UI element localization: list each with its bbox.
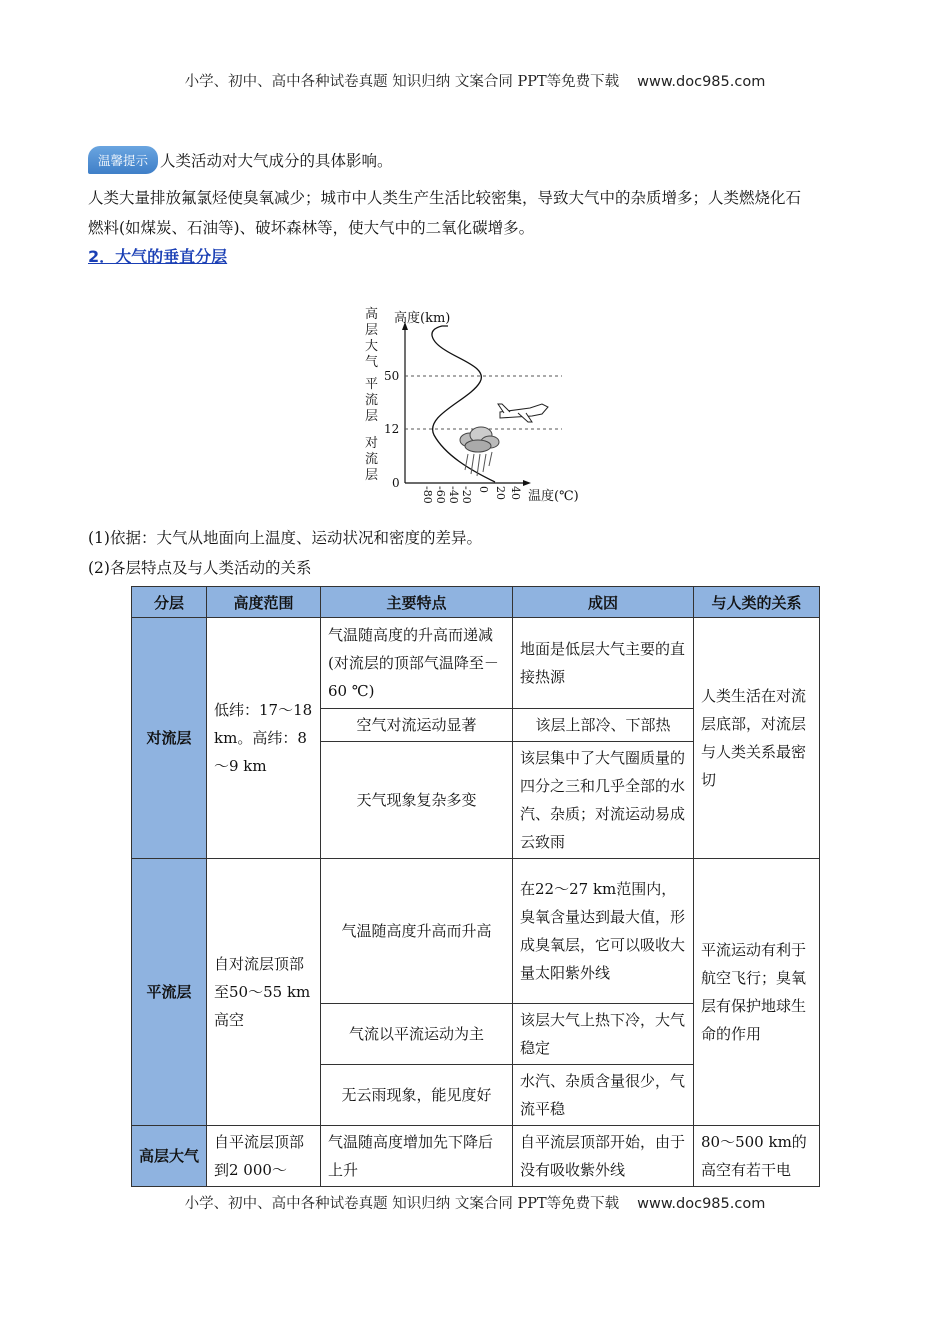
header-features: 主要特点: [321, 587, 513, 618]
layers-table: [131, 586, 820, 1187]
airplane-icon: [498, 404, 548, 422]
table-header-row: [132, 587, 820, 618]
feature-cell: 气温随高度升高而升高: [321, 859, 513, 1004]
layer-label-troposphere: [365, 435, 378, 483]
header-text: 小学、初中、高中各种试卷真题 知识归纳 文案合同 PPT等免费下载: [184, 74, 620, 90]
page-header: [0, 70, 950, 91]
table-row: [132, 618, 820, 709]
relation-cell: 80～500 km的高空有若干电: [694, 1126, 820, 1187]
cause-cell: 该层集中了大气圈质量的四分之三和几乎全部的水汽、杂质；对流运动易成云致雨: [513, 742, 694, 859]
cause-cell: 地面是低层大气主要的直接热源: [513, 618, 694, 709]
layer-troposphere: 对流层: [132, 618, 207, 859]
table-row: [132, 859, 820, 1004]
feature-cell: 气温随高度增加先下降后上升: [321, 1126, 513, 1187]
x-tick-labels: [421, 486, 522, 504]
feature-cell: 无云雨现象，能见度好: [321, 1065, 513, 1126]
label-char: 大: [365, 339, 379, 354]
table-title: (2)各层特点及与人类活动的关系: [88, 559, 312, 577]
height-range: 自平流层顶部到2 000～: [207, 1126, 321, 1187]
label-char: 流: [365, 393, 379, 408]
x-tick: -40: [447, 486, 460, 504]
atmosphere-diagram: [350, 300, 610, 510]
label-char: 流: [365, 452, 379, 467]
label-char: 高: [365, 307, 379, 322]
feature-cell: 空气对流运动显著: [321, 709, 513, 742]
tip-line-2: 燃料(如煤炭、石油等)、破坏森林等，使大气中的二氧化碳增多。: [88, 219, 535, 237]
x-tick: 20: [494, 486, 507, 500]
rain-cloud-icon: [460, 427, 499, 476]
layer-label-upper: [365, 306, 378, 370]
layer-upper: 高层大气: [132, 1126, 207, 1187]
relation-cell: 平流运动有利于航空飞行；臭氧层有保护地球生命的作用: [694, 859, 820, 1126]
tip-paragraph: [88, 183, 868, 243]
y-tick-0: 0: [392, 476, 400, 490]
y-tick-12: 12: [384, 422, 400, 436]
cause-cell: 自平流层顶部开始，由于没有吸收紫外线: [513, 1126, 694, 1187]
layer-stratosphere: 平流层: [132, 859, 207, 1126]
height-range: 低纬：17～18 km。高纬：8～9 km: [207, 618, 321, 859]
relation-cell: 人类生活在对流层底部，对流层与人类关系最密切: [694, 618, 820, 859]
label-char: 层: [365, 409, 379, 424]
footer-text: 小学、初中、高中各种试卷真题 知识归纳 文案合同 PPT等免费下载: [184, 1196, 620, 1212]
x-tick: -80: [421, 486, 434, 504]
cause-cell: 水汽、杂质含量很少，气流平稳: [513, 1065, 694, 1126]
footer-url[interactable]: www.doc985.com: [637, 1196, 766, 1212]
basis-text: (1)依据：大气从地面向上温度、运动状况和密度的差异。: [88, 529, 482, 547]
header-url[interactable]: www.doc985.com: [637, 74, 766, 90]
cause-cell: 在22～27 km范围内，臭氧含量达到最大值，形成臭氧层，它可以吸收大量太阳紫外线: [513, 859, 694, 1004]
y-tick-50: 50: [384, 369, 400, 383]
tip-badge: 温馨提示: [88, 146, 158, 174]
tip-title: 人类活动对大气成分的具体影响。: [160, 152, 393, 170]
table-row: [132, 1126, 820, 1187]
feature-cell: 气流以平流运动为主: [321, 1004, 513, 1065]
y-axis-label: 高度(km): [394, 311, 451, 326]
cause-cell: 该层上部冷、下部热: [513, 709, 694, 742]
label-char: 层: [365, 323, 379, 338]
layer-label-stratosphere: [365, 377, 378, 424]
label-char: 气: [365, 355, 379, 370]
x-tick: 40: [509, 486, 522, 500]
tip-line-1: 人类大量排放氟氯烃使臭氧减少；城市中人类生产生活比较密集，导致大气中的杂质增多；人类燃烧化石: [88, 189, 802, 207]
page-footer: [0, 1192, 950, 1213]
x-tick: -60: [434, 486, 447, 504]
header-layer: 分层: [132, 587, 207, 618]
x-axis-label: 温度(℃): [528, 489, 579, 504]
label-char: 对: [365, 436, 379, 451]
feature-cell: 天气现象复杂多变: [321, 742, 513, 859]
x-tick: 0: [477, 486, 490, 493]
tip-line: [88, 145, 393, 175]
label-char: 层: [365, 468, 379, 483]
section-heading: 2．大气的垂直分层: [88, 247, 228, 266]
height-range: 自对流层顶部至50～55 km高空: [207, 859, 321, 1126]
x-tick: -20: [460, 486, 473, 504]
label-char: 平: [365, 377, 379, 392]
cause-cell: 该层大气上热下冷，大气稳定: [513, 1004, 694, 1065]
header-relation: 与人类的关系: [694, 587, 820, 618]
header-cause: 成因: [513, 587, 694, 618]
header-height: 高度范围: [207, 587, 321, 618]
feature-cell: 气温随高度的升高而递减(对流层的顶部气温降至－60 ℃): [321, 618, 513, 709]
x-axis-arrow: [523, 480, 531, 486]
